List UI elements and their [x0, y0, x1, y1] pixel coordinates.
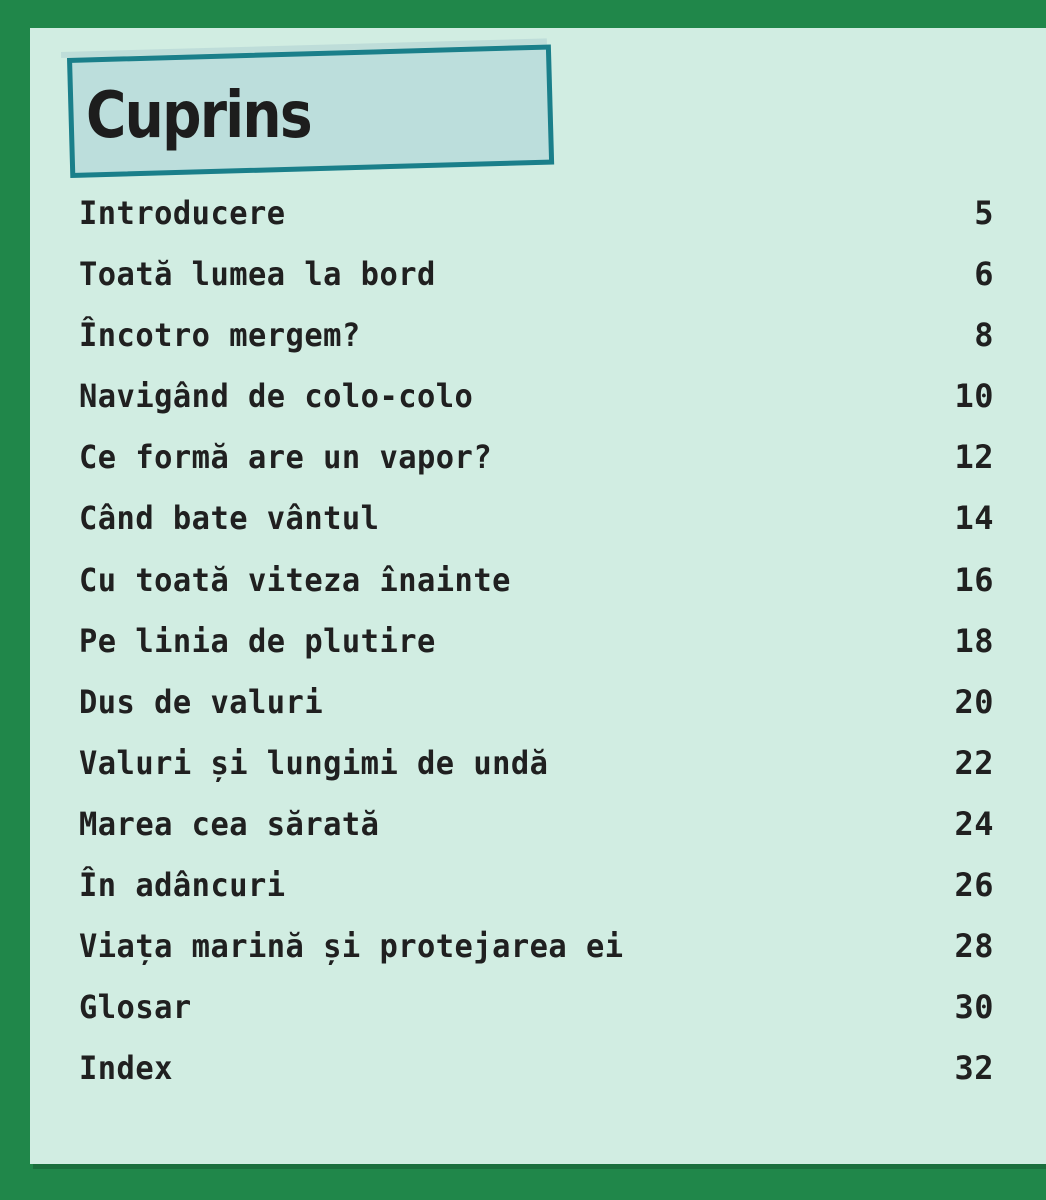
- toc-entry-title: Glosar: [79, 988, 192, 1027]
- toc-entry-page: 22: [954, 743, 994, 782]
- toc-entry-title: Navigând de colo-colo: [79, 377, 474, 416]
- toc-entry-page: 16: [954, 560, 994, 599]
- toc-entry-page: 6: [974, 255, 994, 294]
- toc-entry[interactable]: [79, 744, 994, 805]
- toc-entry-page: 26: [954, 866, 994, 905]
- table-of-contents: [79, 194, 994, 1110]
- toc-entry-title: În adâncuri: [79, 866, 286, 905]
- contents-page: [30, 28, 1046, 1164]
- toc-entry-title: Cu toată viteza înainte: [79, 560, 511, 599]
- toc-entry[interactable]: [79, 927, 994, 988]
- toc-entry[interactable]: [79, 377, 994, 438]
- toc-entry-page: 10: [954, 377, 994, 416]
- toc-entry-page: 18: [954, 621, 994, 660]
- toc-entry[interactable]: [79, 805, 994, 866]
- toc-entry[interactable]: [79, 316, 994, 377]
- toc-entry[interactable]: [79, 499, 994, 560]
- toc-entry-title: Când bate vântul: [79, 499, 380, 538]
- toc-entry-title: Încotro mergem?: [79, 316, 361, 355]
- toc-entry-page: 14: [954, 499, 994, 538]
- toc-entry[interactable]: [79, 866, 994, 927]
- toc-entry[interactable]: [79, 1049, 994, 1110]
- toc-entry[interactable]: [79, 988, 994, 1049]
- toc-entry-page: 30: [954, 988, 994, 1027]
- toc-entry-title: Viața marină și protejarea ei: [79, 927, 624, 966]
- toc-entry-title: Introducere: [79, 194, 286, 232]
- toc-entry[interactable]: [79, 622, 994, 683]
- toc-entry-page: 28: [954, 927, 994, 966]
- toc-entry-page: 8: [974, 316, 994, 355]
- toc-entry[interactable]: [79, 255, 994, 316]
- page-title: Cuprins: [86, 79, 311, 153]
- toc-entry-title: Pe linia de plutire: [79, 621, 436, 660]
- toc-entry-title: Index: [79, 1049, 173, 1088]
- toc-entry-page: 32: [954, 1049, 994, 1088]
- toc-entry[interactable]: [79, 561, 994, 622]
- toc-entry[interactable]: [79, 438, 994, 499]
- toc-entry-title: Ce formă are un vapor?: [79, 438, 493, 477]
- toc-entry[interactable]: [79, 194, 994, 255]
- toc-entry-page: 5: [974, 194, 994, 232]
- toc-entry-title: Valuri și lungimi de undă: [79, 743, 549, 782]
- toc-entry-page: 24: [954, 804, 994, 843]
- toc-entry-title: Marea cea sărată: [79, 804, 380, 843]
- toc-entry-page: 12: [954, 438, 994, 477]
- toc-entry-page: 20: [954, 682, 994, 721]
- toc-entry-title: Toată lumea la bord: [79, 255, 436, 294]
- toc-entry[interactable]: [79, 683, 994, 744]
- toc-entry-title: Dus de valuri: [79, 682, 324, 721]
